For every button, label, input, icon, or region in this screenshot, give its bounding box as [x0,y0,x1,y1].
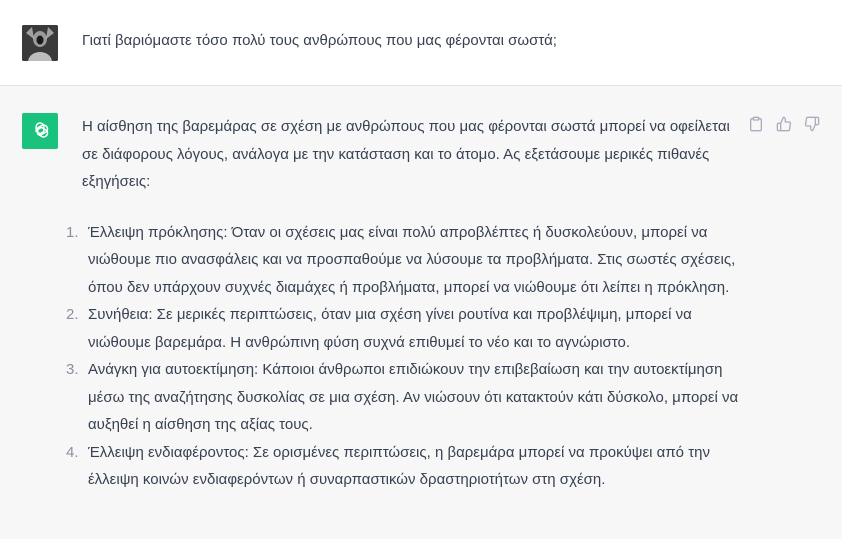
list-item-number: 2. [66,306,79,323]
reasons-list [66,219,742,494]
assistant-avatar [22,113,58,149]
list-item-text: Έλλειψη πρόκλησης: Όταν οι σχέσεις μας είναι πολύ απροβλέπτες ή δυσκολεύουν, μπορεί να νιώθουμε πιο ανασφάλεις και να προσπαθούμε να λύσουμε τα προβλήματα. Στις σωστές σχέσεις, όπου δεν υπάρχουν συχνές διαμάχες ή προβλήματα, μπορεί να νιώθουμε ότι λείπει η πρόκληση. [88,223,736,296]
list-item-text: Έλλειψη ενδιαφέροντος: Σε ορισμένες περιπτώσεις, η βαρεμάρα μπορεί να προκύψει από την έλλειψη κοινών ενδιαφερόντων ή συναρπαστικών δραστηριοτήτων στη σχέση. [88,443,710,488]
assistant-message-content [66,113,742,494]
copy-button[interactable] [746,114,766,134]
list-item-text: Ανάγκη για αυτοεκτίμηση: Κάποιοι άνθρωποι επιδιώκουν την επιβεβαίωση και την αυτοεκτίμηση μέσω της αναζήτησης δυσκολίας σε μια σχέση. Αν νιώσουν ότι κατακτούν κάτι δύσκολο, μπορεί να αυξηθεί η αίσθηση της αξίας τους. [88,361,739,433]
user-avatar-photo [22,25,58,61]
list-item-number: 3. [66,361,79,378]
openai-logo-icon [29,120,51,142]
list-item-number: 4. [66,443,79,461]
thumbs-up-icon [776,116,792,132]
list-item [66,219,742,302]
user-message-text: Γιατί βαριόμαστε τόσο πολύ τους ανθρώπους που μας φέρονται σωστά; [82,32,557,49]
user-message-row [0,0,842,86]
copy-icon [748,116,764,132]
list-item [66,356,742,439]
message-actions [746,114,822,134]
assistant-message-row [0,86,842,539]
assistant-intro-text: Η αίσθηση της βαρεμάρας σε σχέση με ανθρώπους που μας φέρονται σωστά μπορεί να οφείλεται σε διάφορους λόγους, ανάλογα με την κατάσταση και το άτομο. Ας εξετάσουμε μερικές πιθανές εξηγήσεις: [82,118,730,190]
list-item [66,439,742,494]
thumbs-down-button[interactable] [802,114,822,134]
list-item [66,301,742,356]
list-item-number: 1. [66,223,79,241]
user-avatar [22,25,58,61]
list-item-text: Συνήθεια: Σε μερικές περιπτώσεις, όταν μια σχέση γίνει ρουτίνα και προβλέψιμη, μπορεί να νιώθουμε βαρεμάρα. Η ανθρώπινη φύση συχνά επιθυμεί το νέο και το αγνώριστο. [88,306,692,351]
thumbs-up-button[interactable] [774,114,794,134]
thumbs-down-icon [804,116,820,132]
